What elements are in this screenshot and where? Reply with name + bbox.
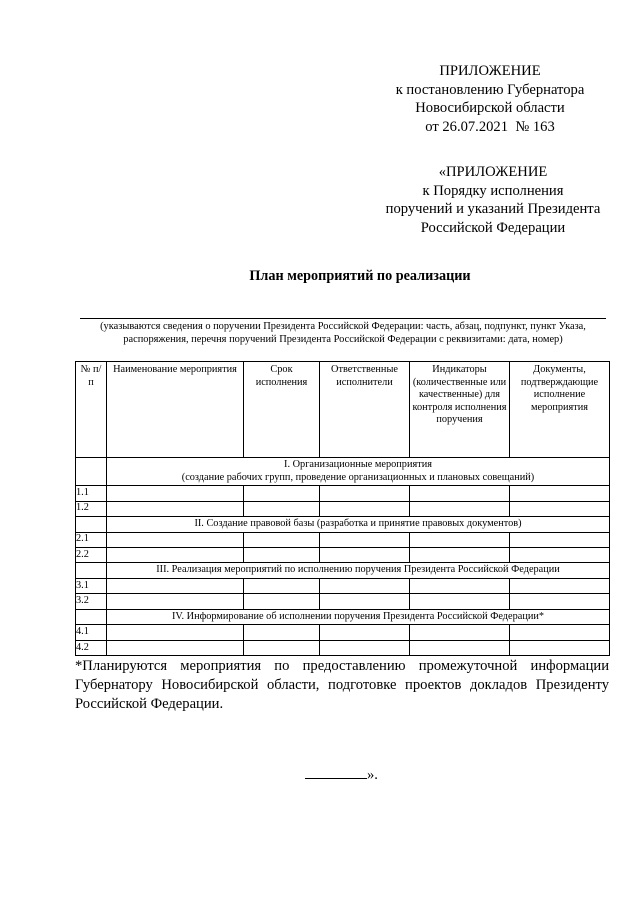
fill-in-hint: (указываются сведения о поручении Президента Российской Федерации: часть, абзац, подпункт, пункт Указа, распоряжения, перечня поручений Президента Российской Федерации с реквизитами: дата, номер) [100, 321, 586, 345]
section-title [107, 458, 610, 486]
table-cell [320, 594, 410, 609]
nested-appendix-header [380, 163, 606, 237]
row-number: 4.2 [76, 640, 107, 655]
closing-mark [305, 764, 378, 784]
table-cell [244, 640, 320, 655]
section-title-text: II. Создание правовой базы (разработка и принятие правовых документов) [194, 517, 522, 529]
table-cell [244, 501, 320, 516]
row-number: 4.1 [76, 625, 107, 640]
table-cell [107, 486, 244, 501]
table-cell [410, 578, 510, 593]
table-cell [510, 594, 610, 609]
appendix-header-line: ПРИЛОЖЕНИЕ [439, 63, 541, 79]
table-cell [510, 640, 610, 655]
table-cell [244, 625, 320, 640]
section-row [76, 563, 610, 579]
table-cell [320, 486, 410, 501]
table-cell [510, 532, 610, 547]
table-cell [320, 547, 410, 562]
section-subtitle-text: (создание рабочих групп, проведение организационных и плановых совещаний) [181, 471, 535, 483]
closing-quote: ». [367, 767, 378, 783]
table-cell [320, 578, 410, 593]
row-number: 1.1 [76, 486, 107, 501]
fill-in-line [80, 318, 606, 319]
section-number-cell [76, 609, 107, 625]
table-cell [107, 578, 244, 593]
table-cell [320, 640, 410, 655]
header-activity-name: Наименование мероприятия [107, 362, 244, 458]
table-cell [510, 625, 610, 640]
row-number: 2.1 [76, 532, 107, 547]
header-documents: Документы, подтверждающие исполнение мероприятия [510, 362, 610, 458]
appendix-header-line: к постановлению Губернатора [395, 81, 585, 98]
row-number: 2.2 [76, 547, 107, 562]
table-cell [410, 501, 510, 516]
header-deadline: Срок исполнения [244, 362, 320, 458]
table-cell [510, 486, 610, 501]
table-cell [320, 625, 410, 640]
table-cell [244, 594, 320, 609]
table-cell [107, 594, 244, 609]
table-cell [510, 547, 610, 562]
plan-title: План мероприятий по реализации [249, 268, 471, 284]
table-cell [320, 532, 410, 547]
footnote: *Планируются мероприятия по предоставлению промежуточной информации Губернатору Новосибирской области, подготовке проектов докладов Президенту Российской Федерации. [75, 658, 609, 712]
blank-line [305, 764, 367, 779]
section-row [76, 516, 610, 532]
table-row [76, 486, 610, 501]
nested-appendix-line: Российской Федерации [420, 219, 566, 236]
section-row [76, 458, 610, 486]
table-cell [244, 486, 320, 501]
table-body [76, 458, 610, 656]
table-cell [410, 486, 510, 501]
section-number-cell [76, 516, 107, 532]
table-row [76, 625, 610, 640]
section-title [107, 563, 610, 579]
table-cell [244, 532, 320, 547]
nested-appendix-line: «ПРИЛОЖЕНИЕ [438, 164, 548, 180]
header-number: № п/п [76, 362, 107, 458]
table-cell [510, 578, 610, 593]
row-number: 1.2 [76, 501, 107, 516]
table-cell [244, 578, 320, 593]
section-title-text: IV. Информирование об исполнении поручения Президента Российской Федерации* [171, 610, 545, 622]
section-number-cell [76, 563, 107, 579]
table-cell [107, 547, 244, 562]
table-cell [510, 501, 610, 516]
table-cell [410, 625, 510, 640]
appendix-header-line: Новосибирской области [415, 100, 565, 117]
table-row [76, 501, 610, 516]
table-cell [410, 594, 510, 609]
table-cell [410, 532, 510, 547]
row-number: 3.2 [76, 594, 107, 609]
table-cell [410, 640, 510, 655]
table-row [76, 532, 610, 547]
row-number: 3.1 [76, 578, 107, 593]
plan-table [75, 361, 610, 656]
section-title-text: III. Реализация мероприятий по исполнению поручения Президента Российской Федерации [156, 564, 560, 576]
section-number-cell [76, 458, 107, 486]
table-cell [107, 625, 244, 640]
appendix-header [390, 62, 590, 136]
section-title [107, 516, 610, 532]
table-row [76, 640, 610, 655]
table-header-row [76, 362, 610, 458]
table-cell [107, 640, 244, 655]
section-title-text: I. Организационные мероприятия [284, 459, 432, 470]
header-indicators: Индикаторы (количественные или качественные) для контроля исполнения поручения [410, 362, 510, 458]
table-row [76, 547, 610, 562]
table-cell [320, 501, 410, 516]
table-row [76, 578, 610, 593]
table-cell [410, 547, 510, 562]
section-title [107, 609, 610, 625]
appendix-header-line: от 26.07.2021 № 163 [425, 118, 555, 135]
table-cell [244, 547, 320, 562]
table-cell [107, 501, 244, 516]
header-responsible: Ответственные исполнители [320, 362, 410, 458]
section-row [76, 609, 610, 625]
nested-appendix-line: к Порядку исполнения [422, 182, 564, 199]
nested-appendix-line: поручений и указаний Президента [385, 201, 601, 218]
table-cell [107, 532, 244, 547]
table-row [76, 594, 610, 609]
